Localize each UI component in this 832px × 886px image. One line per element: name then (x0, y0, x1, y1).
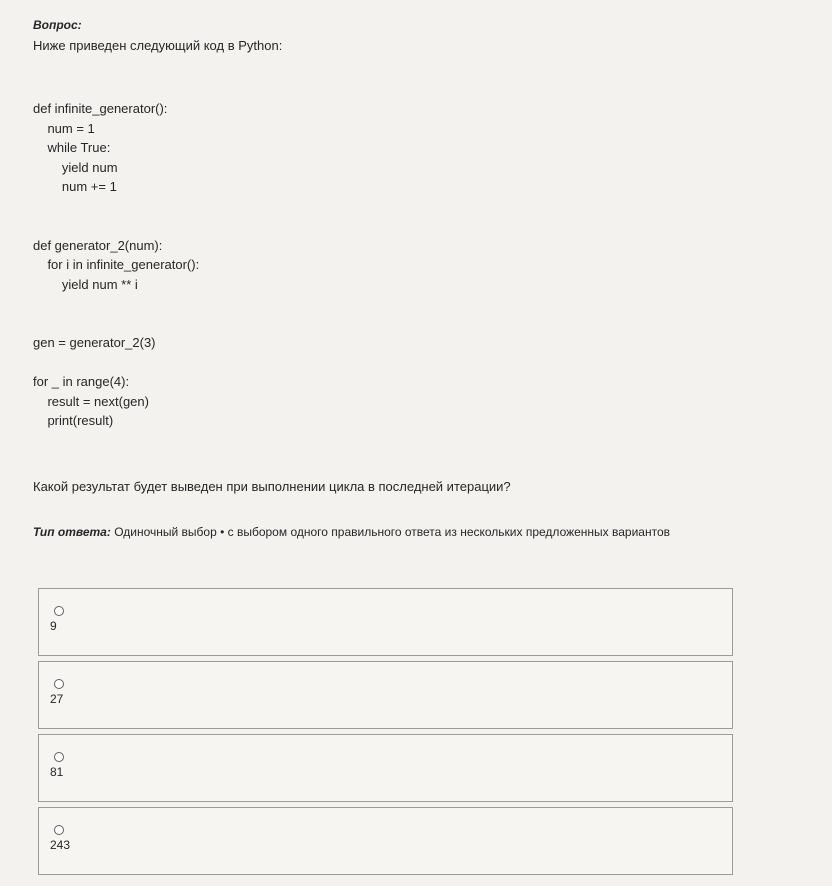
answer-option[interactable] (38, 588, 733, 656)
code-line (33, 353, 199, 373)
code-line: num = 1 (33, 120, 95, 136)
question-header (33, 16, 813, 56)
answer-option[interactable] (38, 734, 733, 802)
code-line: num += 1 (33, 179, 117, 194)
answer-option-label: 81 (50, 765, 64, 779)
radio-button-icon[interactable] (54, 606, 64, 616)
answer-option-label: 27 (50, 692, 64, 706)
code-line (33, 197, 199, 217)
answer-option-label: 9 (50, 619, 57, 633)
code-line: def generator_2(num): (33, 237, 163, 253)
code-line: yield num ** i (33, 276, 138, 292)
code-line: def infinite_generator(): (33, 101, 168, 116)
answer-type-value: Одиночный выбор • с выбором одного правильного ответа из нескольких предложенных вариантов (114, 525, 671, 539)
code-line: result = next(gen) (33, 393, 149, 409)
code-line: gen = generator_2(3) (33, 335, 156, 350)
question-intro: Ниже приведен следующий код в Python: (33, 38, 283, 53)
code-line (33, 294, 199, 314)
answer-type-label: Тип ответа: (33, 525, 111, 539)
code-line (33, 216, 199, 236)
answer-options (38, 588, 733, 880)
answer-option-label: 243 (50, 838, 71, 852)
question-label: Вопрос: (33, 18, 82, 32)
code-line: for _ in range(4): (33, 374, 130, 389)
radio-button-icon[interactable] (54, 752, 64, 762)
question-text: Какой результат будет выведен при выполнении цикла в последней итерации? (33, 479, 511, 494)
code-line: for i in infinite_generator(): (33, 257, 200, 272)
code-line: print(result) (33, 413, 114, 428)
code-line (33, 314, 199, 334)
answer-option[interactable] (38, 661, 733, 729)
answer-option[interactable] (38, 807, 733, 875)
code-line: while True: (33, 140, 111, 155)
answer-type (33, 522, 670, 542)
code-block (33, 99, 199, 431)
code-line: yield num (33, 159, 118, 175)
radio-button-icon[interactable] (54, 825, 64, 835)
radio-button-icon[interactable] (54, 679, 64, 689)
